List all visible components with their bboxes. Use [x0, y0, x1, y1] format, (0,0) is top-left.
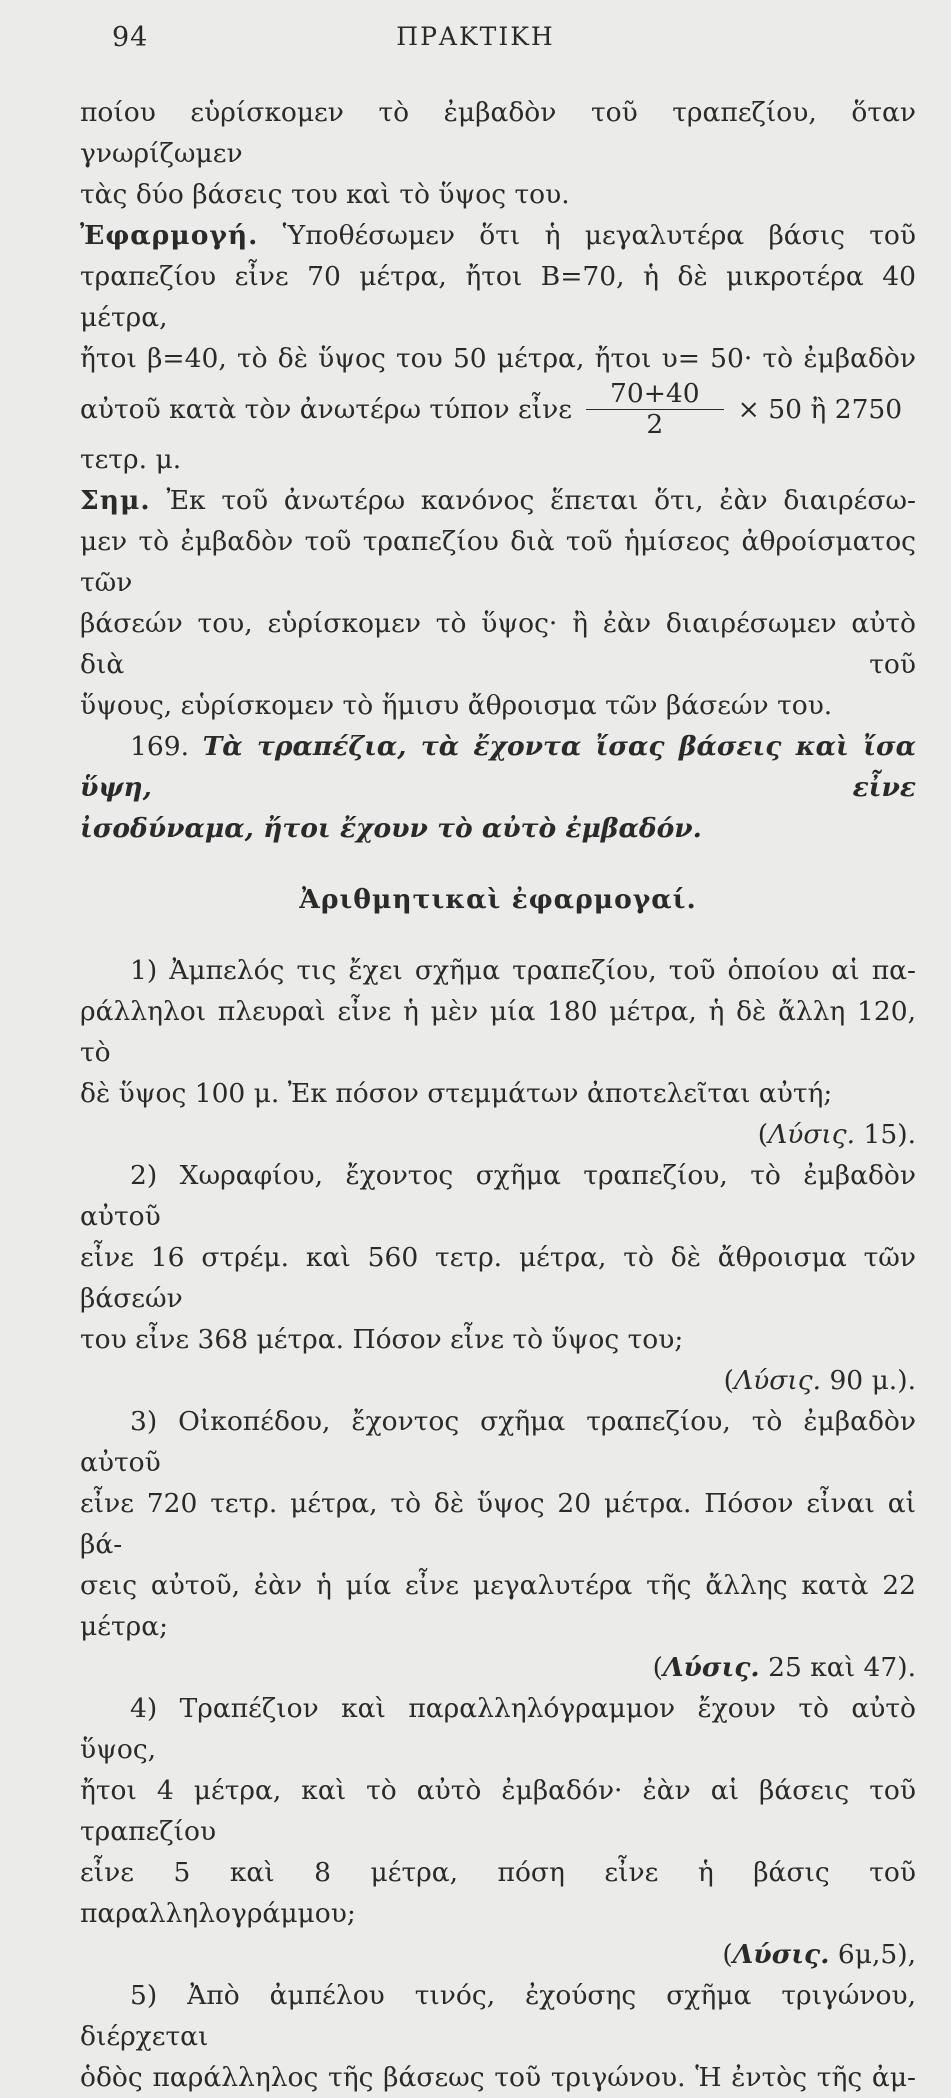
- solution: (Λύσις. 25 καὶ 47).: [652, 1652, 916, 1683]
- theorem-paragraph: [80, 726, 916, 808]
- solution: (Λύσις. 90 μ.).: [723, 1365, 916, 1396]
- text-line: μέτρα;: [80, 1611, 169, 1642]
- text-line: εἶνε 720 τετρ. μέτρα, τὸ δὲ ὕψος 20 μέτρα. Πόσον εἶναι αἱ βά-: [80, 1488, 916, 1560]
- text-line: ἤτοι β=40, τὸ δὲ ὕψος του 50 μέτρα, ἤτοι υ= 50· τὸ ἐμβαδὸν: [80, 343, 916, 374]
- solution-value: 6μ,5),: [837, 1939, 916, 1970]
- running-title: ΠΡΑΚΤΙΚΗ: [396, 22, 555, 51]
- problem: [80, 1688, 916, 1975]
- problem: [80, 1155, 916, 1401]
- fraction-numerator: 70+40: [586, 379, 724, 410]
- text-line: μεν τὸ ἐμβαδὸν τοῦ τραπεζίου διὰ τοῦ ἡμίσεος ἀθροίσματος τῶν: [80, 526, 916, 598]
- text-line: τὰς δύο βάσεις του καὶ τὸ ὕψος του.: [80, 179, 570, 210]
- text-line: τετρ. μ.: [80, 444, 182, 475]
- text-line: βάσεών του, εὑρίσκομεν τὸ ὕψος· ἢ ἐὰν διαιρέσωμεν αὐτὸ διὰ τοῦ: [80, 608, 916, 680]
- page-body: [80, 92, 916, 2098]
- solution-label: Λύσις.: [734, 1365, 821, 1396]
- text-line: 2) Χωραφίου, ἔχοντος σχῆμα τραπεζίου, τὸ ἐμβαδὸν αὐτοῦ: [80, 1160, 916, 1232]
- problem: [80, 1401, 916, 1688]
- text-line: ποίου εὑρίσκομεν τὸ ἐμβαδὸν τοῦ τραπεζίου, ὅταν γνωρίζωμεν: [80, 97, 916, 169]
- text-line: δὲ ὕψος 100 μ. Ἐκ πόσον στεμμάτων ἀποτελεῖται αὐτή;: [80, 1078, 833, 1109]
- problem: [80, 950, 916, 1155]
- formula-line: [80, 379, 916, 439]
- solution-label: Λύσις.: [662, 1652, 760, 1683]
- text-line: εἶνε 16 στρέμ. καὶ 560 τετρ. μέτρα, τὸ δὲ ἄθροισμα τῶν βάσεών: [80, 1242, 916, 1314]
- theorem-number: 169.: [130, 731, 190, 762]
- text-line: ὁδὸς παράλληλος τῆς βάσεως τοῦ τριγώνου. Ἡ ἐντὸς τῆς ἀμ-: [80, 2062, 916, 2093]
- text-fragment: Ἐκ τοῦ ἀνωτέρω κανόνος ἕπεται ὅτι, ἐὰν διαιρέσω-: [166, 485, 916, 516]
- theorem-text: Τὰ τραπέζια, τὰ ἔχοντα ἴσας βάσεις καὶ ἴσα ὕψη, εἶνε: [80, 731, 916, 803]
- note-heading: Σημ.: [80, 485, 151, 516]
- text-line: 3) Οἰκοπέδου, ἔχοντος σχῆμα τραπεζίου, τὸ ἐμβαδὸν αὐτοῦ: [80, 1406, 916, 1478]
- solution: (Λύσις. 6μ,5),: [722, 1939, 916, 1970]
- section-title: Ἀριθμητικαὶ ἐφαρμογαί.: [299, 884, 697, 915]
- text-line: του εἶνε 368 μέτρα. Πόσον εἶνε τὸ ὕψος του;: [80, 1324, 684, 1355]
- text-fragment: Ὑποθέσωμεν ὅτι ἡ μεγαλυτέρα βάσις τοῦ: [282, 220, 916, 251]
- fraction: [586, 379, 724, 440]
- note-paragraph: [80, 480, 916, 521]
- fraction-denominator: 2: [646, 408, 664, 440]
- text-line: ἤτοι 4 μέτρα, καὶ τὸ αὐτὸ ἐμβαδόν· ἐὰν αἱ βάσεις τοῦ τραπεζίου: [80, 1775, 916, 1847]
- solution-value: 25 καὶ 47).: [768, 1652, 916, 1683]
- page-number: 94: [112, 22, 149, 53]
- solution: (Λύσις. 15).: [757, 1119, 916, 1150]
- application-paragraph: [80, 215, 916, 256]
- application-heading: Ἐφαρμογή.: [80, 220, 259, 251]
- text-line: 5) Ἀπὸ ἀμπέλου τινός, ἐχούσης σχῆμα τριγώνου, διέρχεται: [80, 1980, 916, 2052]
- solution-label: Λύσις.: [732, 1939, 830, 1970]
- solution-value: 90 μ.).: [829, 1365, 916, 1396]
- solution-label: Λύσις.: [768, 1119, 856, 1150]
- text-line: 4) Τραπέζιον καὶ παραλληλόγραμμον ἔχουν τὸ αὐτὸ ὕψος,: [80, 1693, 916, 1765]
- text-fragment: αὐτοῦ κατὰ τὸν ἀνωτέρω τύπον εἶνε: [80, 393, 572, 425]
- text-line: ράλληλοι πλευραὶ εἶνε ἡ μὲν μία 180 μέτρα, ἡ δὲ ἄλλη 120, τὸ: [80, 996, 916, 1068]
- text-fragment: × 50 ἢ 2750: [737, 393, 903, 425]
- page-header: [0, 22, 951, 62]
- text-line: σεις αὐτοῦ, ἐὰν ἡ μία εἶνε μεγαλυτέρα τῆς ἄλλης κατὰ 22: [80, 1570, 916, 1601]
- text-line: τραπεζίου εἶνε 70 μέτρα, ἤτοι Β=70, ἡ δὲ μικροτέρα 40 μέτρα,: [80, 261, 916, 333]
- text-line: ὕψους, εὑρίσκομεν τὸ ἥμισυ ἄθροισμα τῶν βάσεών του.: [80, 690, 833, 721]
- problem: [80, 1975, 916, 2098]
- solution-value: 15).: [863, 1119, 916, 1150]
- text-line: 1) Ἀμπελός τις ἔχει σχῆμα τραπεζίου, τοῦ ὁποίου αἱ πα-: [130, 955, 916, 986]
- text-line: εἶνε 5 καὶ 8 μέτρα, πόση εἶνε ἡ βάσις τοῦ παραλληλογράμμου;: [80, 1857, 916, 1929]
- theorem-text: ἰσοδύναμα, ἤτοι ἔχουν τὸ αὐτὸ ἐμβαδόν.: [80, 813, 702, 844]
